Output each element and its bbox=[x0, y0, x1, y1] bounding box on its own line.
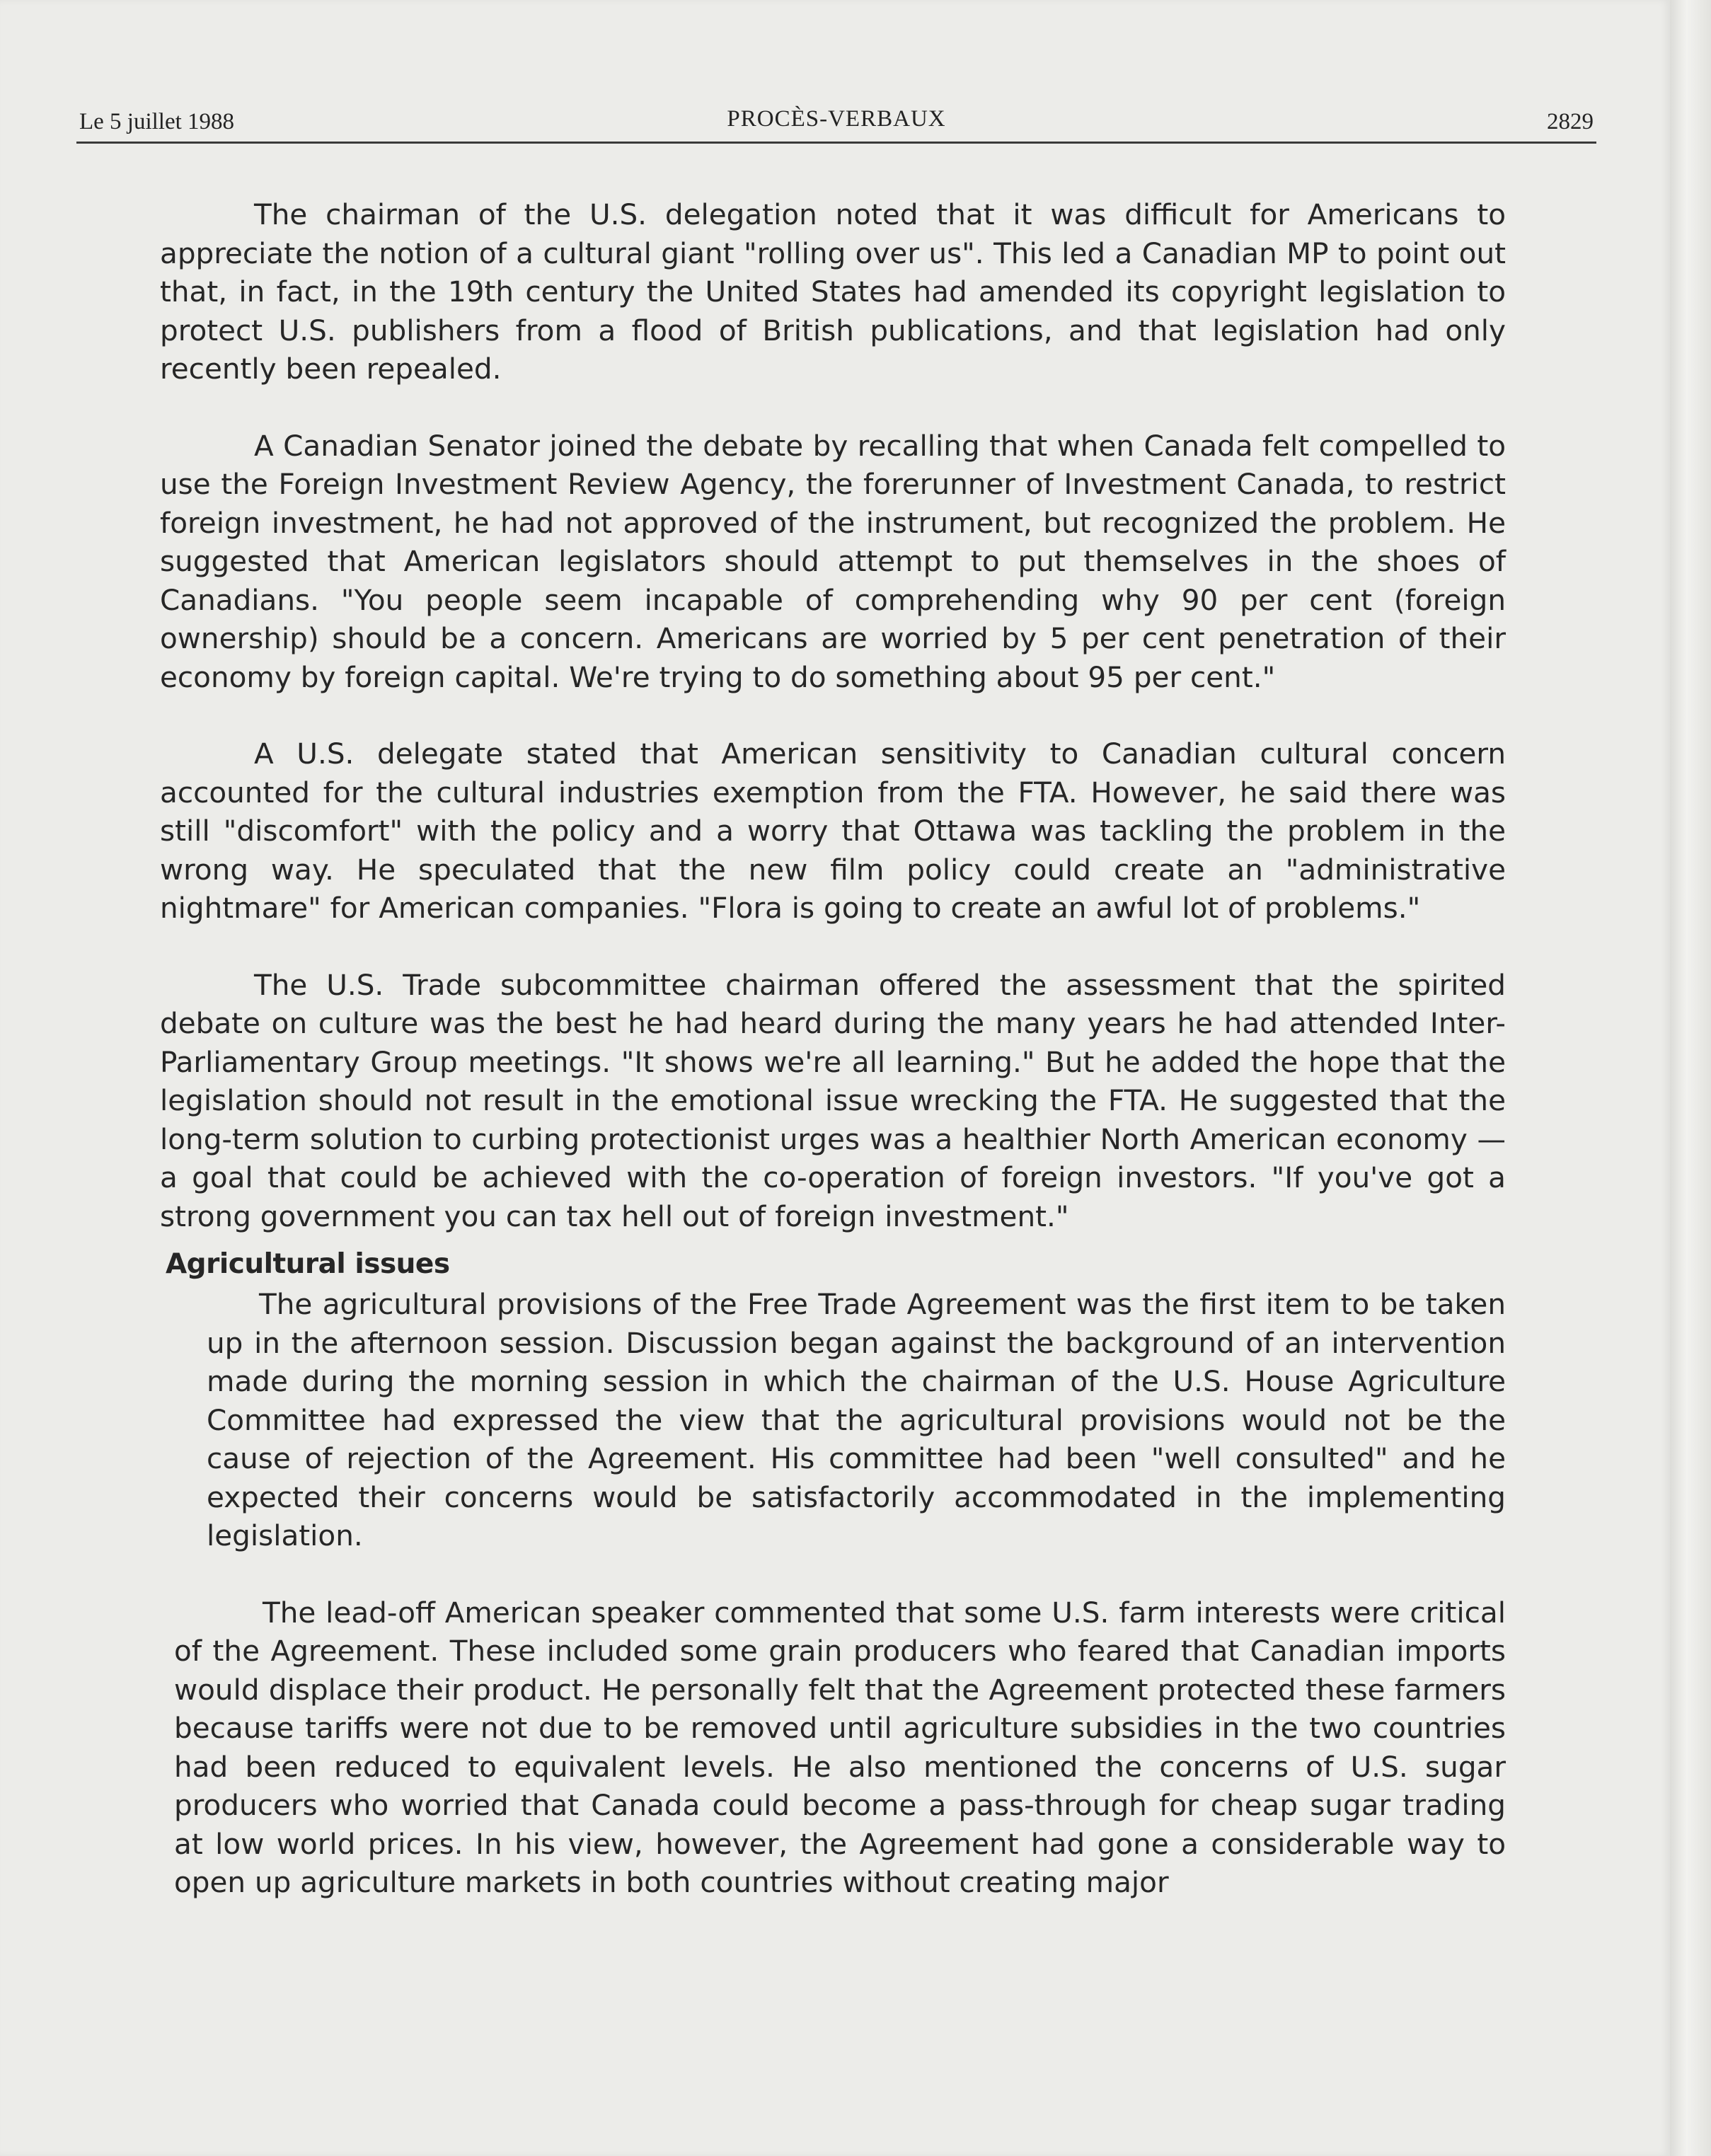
page-number: 2829 bbox=[1547, 109, 1594, 134]
section-heading: Agricultural issues bbox=[166, 1248, 450, 1280]
paragraph-1: The chairman of the U.S. delegation noted that it was difficult for Americans to appreciate the notion of a cultural giant "rolling over us". This led a Canadian MP to point out that, in fact, in the 19th century the United States had amended its copyright legislation to protect U.S. publishers from a flood of British publications, and that legislation had only recently been repealed. bbox=[160, 197, 1506, 386]
header-title: PROCÈS-VERBAUX bbox=[727, 106, 946, 132]
header-date: Le 5 juillet 1988 bbox=[79, 109, 235, 134]
page-edge bbox=[1670, 0, 1711, 2156]
page-body bbox=[160, 195, 1506, 1902]
paragraph-3: A U.S. delegate stated that American sensitivity to Canadian cultural concern accounted for the cultural industries exemption from the FTA. However, he said there was still "discomfort" with the policy and a worry that Ottawa was tackling the problem in the wrong way. He speculated that the new film policy could create an "administrative nightmare" for American companies. "Flora is going to create an awful lot of problems." bbox=[160, 737, 1506, 925]
paragraph-2: A Canadian Senator joined the debate by recalling that when Canada felt compelled to use the Foreign Investment Review Agency, the forerunner of Investment Canada, to restrict foreign investment, he had not approved of the instrument, but recognized the problem. He suggested that American legislators should attempt to put themselves in the shoes of Canadians. "You people seem incapable of comprehending why 90 per cent (foreign ownership) should be a concern. Americans are worried by 5 per cent penetration of their economy by foreign capital. We're trying to do something about 95 per cent." bbox=[160, 428, 1506, 694]
paragraph-6: The lead-off American speaker commented that some U.S. farm interests were critical of the Agreement. These included some grain producers who feared that Canadian imports would displace their product. He personally felt that the Agreement protected these farmers because tariffs were not due to be removed until agriculture subsidies in the two countries had been reduced to equivalent levels. He also mentioned the concerns of U.S. sugar producers who worried that Canada could become a pass-through for cheap sugar trading at low world prices. In his view, however, the Agreement had gone a considerable way to open up agriculture markets in both countries without creating major bbox=[174, 1595, 1506, 1899]
paragraph-5: The agricultural provisions of the Free Trade Agreement was the first item to be taken up in the afternoon session. Discussion began against the background of an intervention made during the morning session in which the chairman of the U.S. House Agriculture Committee had expressed the view that the agricultural provisions would not be the cause of rejection of the Agreement. His committee had been "well consulted" and he expected their concerns would be satisfactorily accommodated in the implementing legislation. bbox=[207, 1287, 1506, 1552]
page-header bbox=[76, 106, 1596, 144]
paragraph-4: The U.S. Trade subcommittee chairman offered the assessment that the spirited debate on culture was the best he had heard during the many years he had attended Inter-Parliamentary Group meetings. "It shows we're all learning." But he added the hope that the legislation should not result in the emotional issue wrecking the FTA. He suggested that the long-term solution to curbing protectionist urges was a healthier North American economy — a goal that could be achieved with the co-operation of foreign investors. "If you've got a strong government you can tax hell out of foreign investment." bbox=[160, 967, 1506, 1233]
